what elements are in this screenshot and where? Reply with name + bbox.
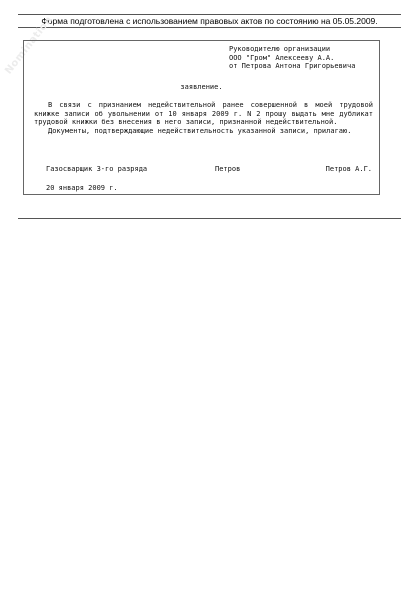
addressee-block bbox=[229, 45, 355, 71]
document-title: заявление. bbox=[180, 83, 223, 91]
document-date: 20 января 2009 г. bbox=[46, 184, 118, 192]
applicant-name: Петров А.Г. bbox=[325, 165, 372, 173]
body-paragraph: В связи с признанием недействительной ранее совершенной в моей трудовой книжке записи об увольнении от 10 января 2009 г. N 2 прошу выдать мне дубликат трудовой книжки без внесения в него записи, признанной недействительной. bbox=[34, 101, 373, 127]
form-preparation-note: Форма подготовлена с использованием правовых актов по состоянию на 05.05.2009. bbox=[41, 16, 378, 26]
document-frame bbox=[23, 40, 380, 195]
footer-rule bbox=[18, 218, 401, 219]
addressee-line: ООО "Гром" Алексееву А.А. bbox=[229, 53, 335, 62]
applicant-position: Газосварщик 3-го разряда bbox=[46, 165, 148, 173]
addressee-line: Руководителю организации bbox=[229, 45, 331, 53]
watermark: Nomination bbox=[3, 14, 56, 77]
applicant-signature: Петров bbox=[215, 165, 241, 173]
header-bottom-rule bbox=[18, 27, 401, 28]
body-paragraph: Документы, подтверждающие недействительность указанной записи, прилагаю. bbox=[48, 126, 352, 135]
signature-row bbox=[46, 165, 372, 174]
document-body bbox=[34, 101, 373, 135]
addressee-line: от Петрова Антона Григорьевича bbox=[229, 62, 356, 71]
